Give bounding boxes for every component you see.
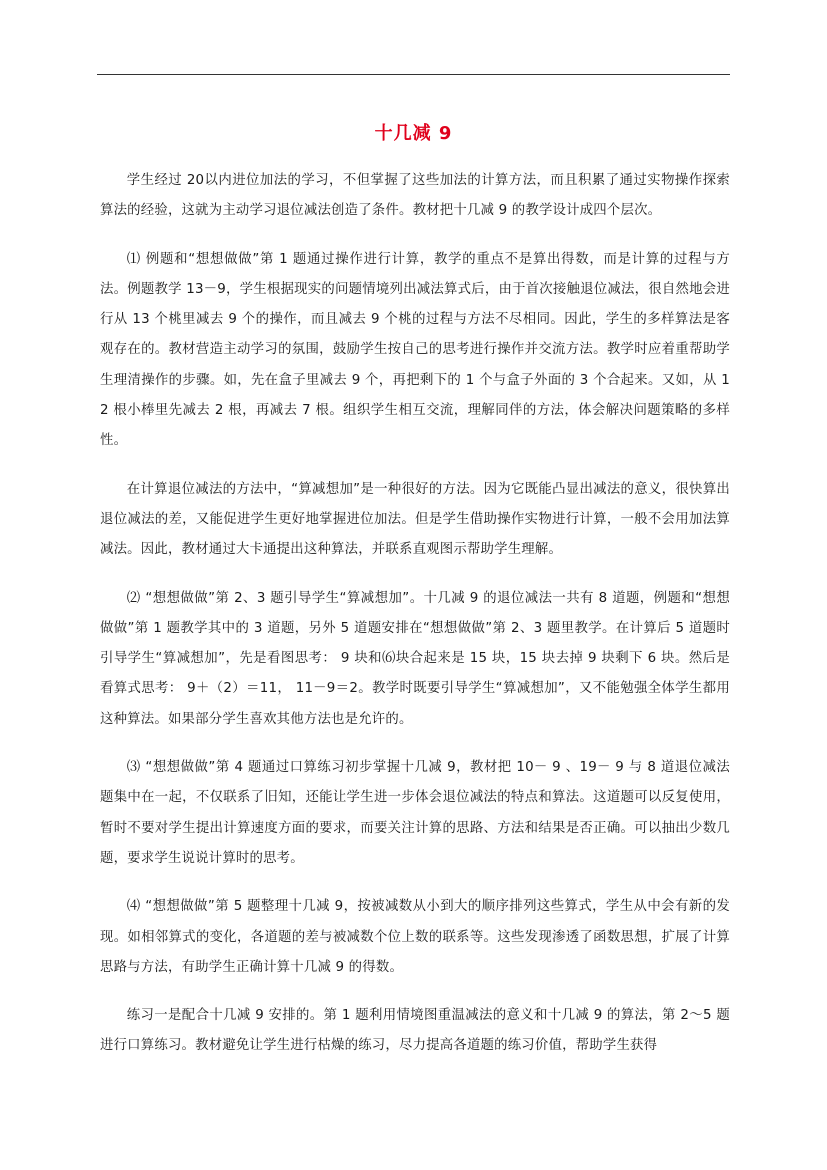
paragraph-subtract-think-add: 在计算退位减法的方法中，“算减想加”是一种很好的方法。因为它既能凸显出减法的意义，很快算出退位减法的差，又能促进学生更好地掌握进位加法。但是学生借助操作实物进行计算，一般不会用加法算减法。因此，教材通过大卡通提出这种算法，并联系直观图示帮助学生理解。: [100, 481, 730, 558]
paragraph-level-3: ⑶ “想想做做”第 4 题通过口算练习初步掌握十几减 9，教材把 10－ 9 、19－ 9 与 8 道退位减法题集中在一起，不仅联系了旧知，还能让学生进一步体会退位减法的特点和算法。这道题可以反复使用，暂时不要对学生提出计算速度方面的要求，而要关注计算的思路、方法和结果是否正确。可以抽出少数几题，要求学生说说计算时的思考。: [100, 760, 730, 866]
document-title: 十几减 9: [374, 123, 453, 144]
paragraph-intro: 学生经过 20以内进位加法的学习，不但掌握了这些加法的计算方法，而且积累了通过实物操作探索算法的经验，这就为主动学习退位减法创造了条件。教材把十几减 9 的教学设计成四个层次。: [100, 173, 730, 219]
paragraph-level-1: ⑴ 例题和“想想做做”第 1 题通过操作进行计算，教学的重点不是算出得数，而是计算的过程与方法。例题教学 13－9，学生根据现实的问题情境列出减法算式后，由于首次接触退位减法，很自然地会进行从 13 个桃里减去 9 个的操作，而且减去 9 个桃的过程与方法不尽相同。因此，学生的多样算法是客观存在的。教材营造主动学习的氛围，鼓励学生按自己的思考进行操作并交流方法。教学时应着重帮助学生理清操作的步骤。如，先在盒子里减去 9 个，再把剩下的 1 个与盒子外面的 3 个合起来。又如，从 12 根小棒里先减去 2 根，再减去 7 根。组织学生相互交流，理解同伴的方法，体会解决问题策略的多样性。: [100, 251, 730, 449]
document-body: [100, 166, 730, 1080]
paragraph-level-2: ⑵ “想想做做”第 2、3 题引导学生“算减想加”。十几减 9 的退位减法一共有 8 道题，例题和“想想做做”第 1 题教学其中的 3 道题，另外 5 道题安排在“想想做做”第 2、3 题里教学。在计算后 5 道题时引导学生“算减想加”，先是看图思考： 9 块和⑹块合起来是 15 块，15 块去掉 9 块剩下 6 块。然后是看算式思考： 9＋（2）＝11， 11－9＝2。教学时既要引导学生“算减想加”，又不能勉强全体学生都用这种算法。如果部分学生喜欢其他方法也是允许的。: [100, 590, 730, 727]
header-divider: [97, 74, 730, 75]
paragraph-level-4: ⑷ “想想做做”第 5 题整理十几减 9，按被减数从小到大的顺序排列这些算式，学生从中会有新的发现。如相邻算式的变化，各道题的差与被减数个位上数的联系等。这些发现渗透了函数思想，扩展了计算思路与方法，有助学生正确计算十几减 9 的得数。: [100, 899, 730, 975]
paragraph-exercise-1: 练习一是配合十几减 9 安排的。第 1 题利用情境图重温减法的意义和十几减 9 的算法，第 2～5 题进行口算练习。教材避免让学生进行枯燥的练习，尽力提高各道题的练习价值，帮助学生获得: [100, 1008, 730, 1054]
